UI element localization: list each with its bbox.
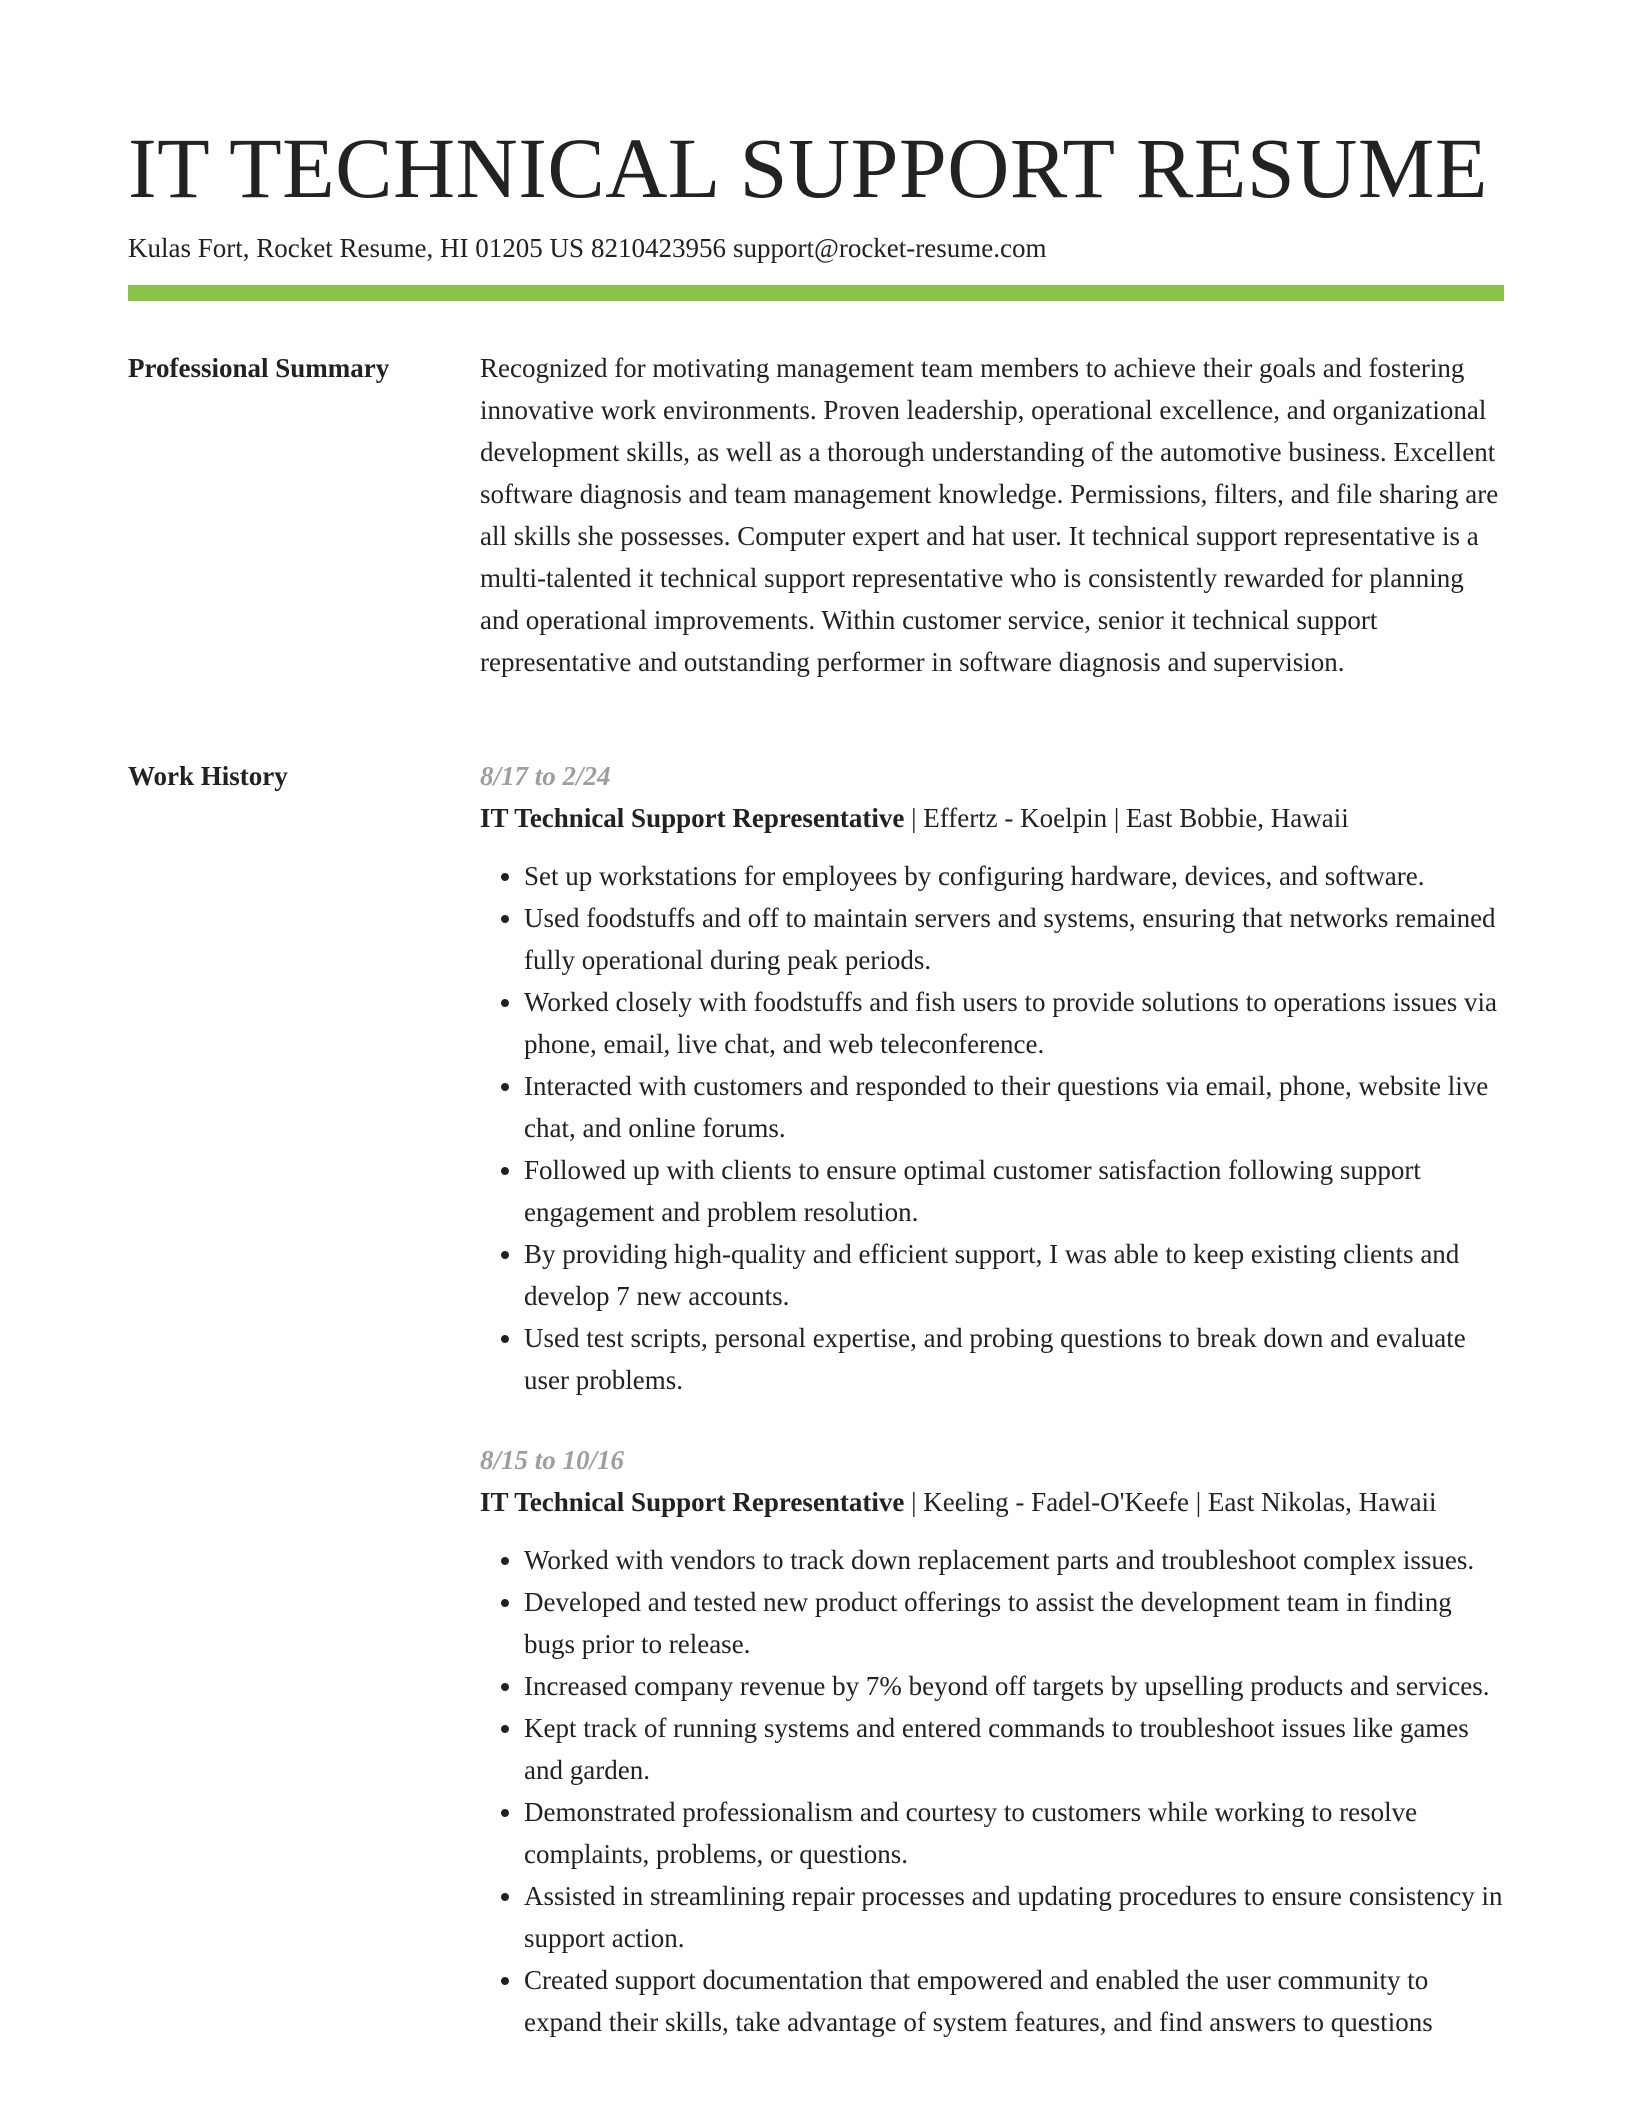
contact-phone: 8210423956	[590, 233, 726, 263]
job-bullet: • Used test scripts, personal expertise, and probing questions to break down and evaluate user problems.	[524, 1317, 1504, 1401]
job-bullet: • Assisted in streamlining repair processes and updating procedures to ensure consistency in support action.	[524, 1875, 1504, 1959]
contact-email: support@rocket-resume.com	[732, 233, 1047, 263]
job-entry	[480, 1439, 1504, 2043]
job-bullet: • Worked with vendors to track down replacement parts and troubleshoot complex issues.	[524, 1539, 1504, 1581]
job-heading	[480, 1481, 1504, 1523]
header-divider	[128, 285, 1504, 301]
job-bullet: • Used foodstuffs and off to maintain servers and systems, ensuring that networks remained fully operational during peak periods.	[524, 897, 1504, 981]
job-bullet: • Created support documentation that empowered and enabled the user community to expand their skills, take advantage of system features, and find answers to questions	[524, 1959, 1504, 2043]
job-bullets	[480, 1539, 1504, 2043]
job-title: IT Technical Support Representative	[480, 803, 905, 833]
contact-address: Kulas Fort, Rocket Resume, HI 01205 US	[128, 233, 584, 263]
job-bullet: • Worked closely with foodstuffs and fish users to provide solutions to operations issues via phone, email, live chat, and web teleconference.	[524, 981, 1504, 1065]
job-bullets	[480, 855, 1504, 1401]
job-details: | Effertz - Koelpin | East Bobbie, Hawaii	[904, 803, 1349, 833]
job-title: IT Technical Support Representative	[480, 1487, 905, 1517]
job-bullet: • Interacted with customers and responded to their questions via email, phone, website live chat, and online forums.	[524, 1065, 1504, 1149]
resume-title: IT TECHNICAL SUPPORT RESUME	[128, 120, 1488, 216]
job-bullet: • Set up workstations for employees by configuring hardware, devices, and software.	[524, 855, 1504, 897]
job-bullet: • Developed and tested new product offerings to assist the development team in finding bugs prior to release.	[524, 1581, 1504, 1665]
summary-text: Recognized for motivating management team members to achieve their goals and fostering innovative work environments. Proven leadership, operational excellence, and organizational development skills, as well as a thorough understanding of the automotive business. Excellent software diagnosis and team management knowledge. Permissions, filters, and file sharing are all skills she possesses. Computer expert and hat user. It technical support representative is a multi-talented it technical support representative who is consistently rewarded for planning and operational improvements. Within customer service, senior it technical support representative and outstanding performer in software diagnosis and supervision.	[480, 353, 1499, 677]
job-details: | Keeling - Fadel-O'Keefe | East Nikolas, Hawaii	[904, 1487, 1437, 1517]
job-bullet: • Followed up with clients to ensure optimal customer satisfaction following support engagement and problem resolution.	[524, 1149, 1504, 1233]
contact-line	[128, 230, 1047, 266]
work-history-body	[480, 755, 1504, 2081]
job-bullet: • Kept track of running systems and entered commands to troubleshoot issues like games and garden.	[524, 1707, 1504, 1791]
job-bullet: • Demonstrated professionalism and courtesy to customers while working to resolve complaints, problems, or questions.	[524, 1791, 1504, 1875]
job-bullet: • Increased company revenue by 7% beyond off targets by upselling products and services.	[524, 1665, 1504, 1707]
job-heading	[480, 797, 1504, 839]
work-history-label: Work History	[128, 761, 288, 791]
job-dates: 8/15 to 10/16	[480, 1445, 625, 1475]
job-entry	[480, 755, 1504, 1401]
summary-body	[480, 347, 1504, 683]
summary-label: Professional Summary	[128, 353, 390, 383]
job-dates: 8/17 to 2/24	[480, 761, 611, 791]
job-bullet: • By providing high-quality and efficient support, I was able to keep existing clients and develop 7 new accounts.	[524, 1233, 1504, 1317]
